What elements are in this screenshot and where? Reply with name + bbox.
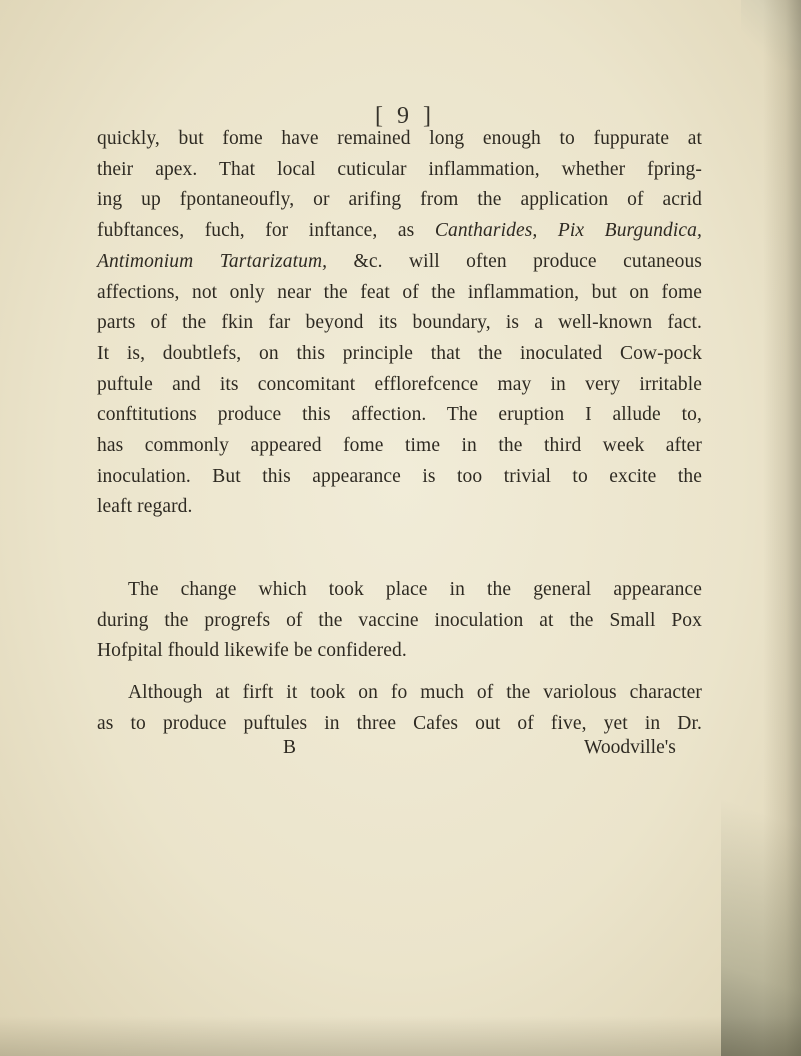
- signature-mark: B: [283, 737, 297, 758]
- page-number: [ 9 ]: [375, 103, 435, 129]
- text-line: affections, not only near the feat of the inflammation, but on fome: [97, 281, 702, 303]
- text-line: as to produce puftules in three Cafes out of five, yet in Dr.: [97, 712, 702, 734]
- page-corner-stain: [721, 716, 801, 1056]
- text-line: puftule and its concomitant efflorefcence may in very irritable: [97, 373, 702, 395]
- text-line: parts of the fkin far beyond its boundary, is a well-known fact.: [97, 312, 702, 334]
- text-line: ing up fpontaneoufly, or arifing from the application of acrid: [97, 189, 702, 211]
- text-line: Although at firft it took on fo much of the variolous character: [128, 682, 702, 703]
- latin-term: Cantharides, Pix Burgundica,: [434, 220, 703, 242]
- latin-term: Antimonium Tartarizatum,: [97, 250, 328, 272]
- page-bottom-edge: [0, 1016, 801, 1056]
- text-line: conftitutions produce this affection. The eruption I allude to,: [97, 404, 702, 426]
- paragraph-2: [97, 575, 702, 667]
- text-line: The change which took place in the general appearance: [128, 579, 702, 600]
- paragraph-3: [97, 678, 702, 739]
- text-line: Hofpital fhould likewife be confidered.: [97, 640, 407, 662]
- paragraph-1: [97, 124, 702, 523]
- text-line: quickly, but fome have remained long enough to fuppurate at: [97, 128, 702, 149]
- text-line: fubftances, fuch, for inftance, as Cantharides, Pix Burgundica,: [97, 220, 703, 242]
- catchword: Woodville's: [584, 737, 676, 758]
- text-line: leaft regard.: [97, 496, 193, 518]
- text-line: during the progrefs of the vaccine inoculation at the Small Pox: [97, 609, 702, 631]
- text-line: inoculation. But this appearance is too trivial to excite the: [97, 465, 702, 487]
- text-line: Antimonium Tartarizatum, &c. will often produce cutaneous: [97, 250, 702, 272]
- text-line: has commonly appeared fome time in the third week after: [97, 435, 702, 457]
- text-line: It is, doubtlefs, on this principle that the inoculated Cow-pock: [97, 342, 702, 364]
- text-line: their apex. That local cuticular inflammation, whether fpring-: [97, 158, 702, 180]
